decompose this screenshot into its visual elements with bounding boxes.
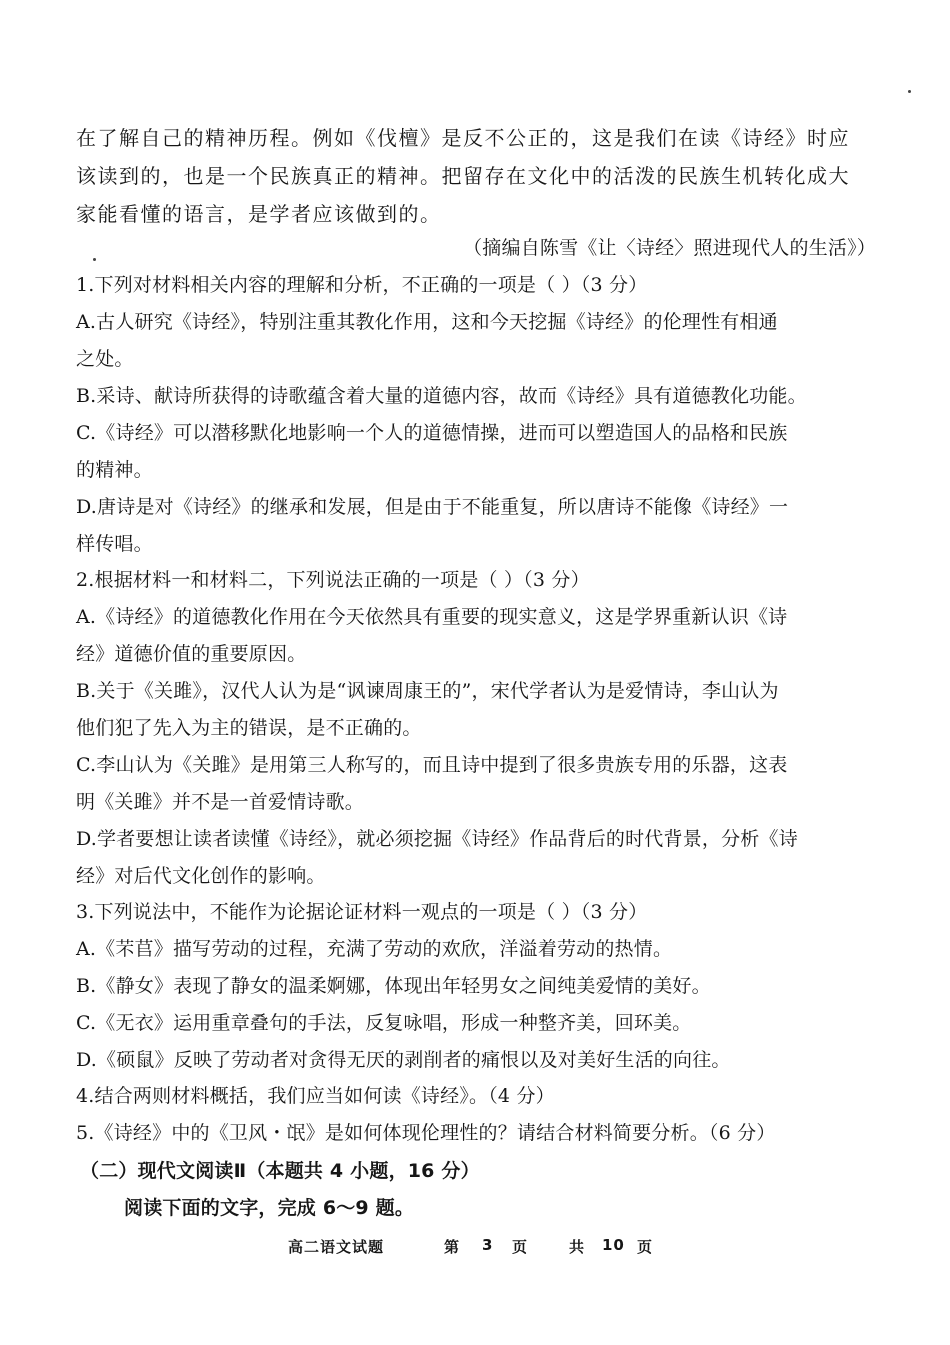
footer-page-label: 第	[444, 1238, 461, 1256]
question-1-option-d: D.唐诗是对《诗经》的继承和发展，但是由于不能重复，所以唐诗不能像《诗经》一	[76, 496, 789, 518]
scan-speck	[93, 258, 96, 261]
question-2-option-a-cont: 经》道德价值的重要原因。	[76, 643, 307, 665]
question-3-option-a: A.《芣苢》描写劳动的过程，充满了劳动的欢欣，洋溢着劳动的热情。	[76, 938, 673, 960]
footer-subject: 高二语文试题	[288, 1238, 385, 1256]
footer-page-number: 3	[482, 1236, 494, 1254]
footer-page-unit: 页	[512, 1238, 529, 1256]
footer-total-unit: 页	[637, 1238, 654, 1256]
question-2-option-a: A.《诗经》的道德教化作用在今天依然具有重要的现实意义，这是学界重新认识《诗	[76, 606, 788, 628]
scan-speck	[908, 90, 911, 93]
footer-total-number: 10	[602, 1236, 625, 1254]
question-1-option-c: C.《诗经》可以潜移默化地影响一个人的道德情操，进而可以塑造国人的品格和民族	[76, 422, 788, 444]
passage-line-2: 该读到的，也是一个民族真正的精神。把留存在文化中的活泼的民族生机转化成大	[76, 164, 850, 188]
question-3-stem: 3.下列说法中，不能作为论据论证材料一观点的一项是（ ）（3 分）	[76, 901, 648, 923]
question-1-option-b: B.采诗、献诗所获得的诗歌蕴含着大量的道德内容，故而《诗经》具有道德教化功能。	[76, 385, 807, 407]
section-heading: （二）现代文阅读Ⅱ（本题共 4 小题，16 分）	[80, 1160, 480, 1182]
question-3-option-d: D.《硕鼠》反映了劳动者对贪得无厌的剥削者的痛恨以及对美好生活的向往。	[76, 1049, 731, 1071]
question-1-option-d-cont: 样传唱。	[76, 533, 153, 555]
question-2-option-d: D.学者要想让读者读懂《诗经》，就必须挖掘《诗经》作品背后的时代背景，分析《诗	[76, 828, 798, 850]
question-5: 5.《诗经》中的《卫风・氓》是如何体现伦理性的？请结合材料简要分析。（6 分）	[76, 1122, 776, 1144]
footer-total-label: 共	[569, 1238, 586, 1256]
question-1-option-a-cont: 之处。	[76, 348, 134, 370]
question-1-stem: 1.下列对材料相关内容的理解和分析，不正确的一项是（ ）（3 分）	[76, 274, 648, 296]
source-citation: （摘编自陈雪《让〈诗经〉照进现代人的生活》）	[463, 237, 876, 259]
reading-instruction: 阅读下面的文字，完成 6～9 题。	[124, 1197, 415, 1219]
question-1-option-c-cont: 的精神。	[76, 459, 153, 481]
passage-line-3: 家能看懂的语言，是学者应该做到的。	[76, 202, 442, 226]
question-2-option-b: B.关于《关雎》，汉代人认为是“讽谏周康王的”，宋代学者认为是爱情诗，李山认为	[76, 680, 779, 702]
question-2-option-c-cont: 明《关雎》并不是一首爱情诗歌。	[76, 791, 365, 813]
question-2-option-b-cont: 他们犯了先入为主的错误，是不正确的。	[76, 717, 422, 739]
question-2-stem: 2.根据材料一和材料二，下列说法正确的一项是（ ）（3 分）	[76, 569, 590, 591]
question-3-option-c: C.《无衣》运用重章叠句的手法，反复咏唱，形成一种整齐美，回环美。	[76, 1012, 692, 1034]
question-4: 4.结合两则材料概括，我们应当如何读《诗经》。（4 分）	[76, 1085, 555, 1107]
question-3-option-b: B.《静女》表现了静女的温柔婀娜，体现出年轻男女之间纯美爱情的美好。	[76, 975, 711, 997]
question-1-option-a: A.古人研究《诗经》，特别注重其教化作用，这和今天挖掘《诗经》的伦理性有相通	[76, 311, 778, 333]
question-2-option-c: C.李山认为《关雎》是用第三人称写的，而且诗中提到了很多贵族专用的乐器，这表	[76, 754, 788, 776]
passage-line-1: 在了解自己的精神历程。例如《伐檀》是反不公正的，这是我们在读《诗经》时应	[76, 126, 850, 150]
question-2-option-d-cont: 经》对后代文化创作的影响。	[76, 865, 326, 887]
